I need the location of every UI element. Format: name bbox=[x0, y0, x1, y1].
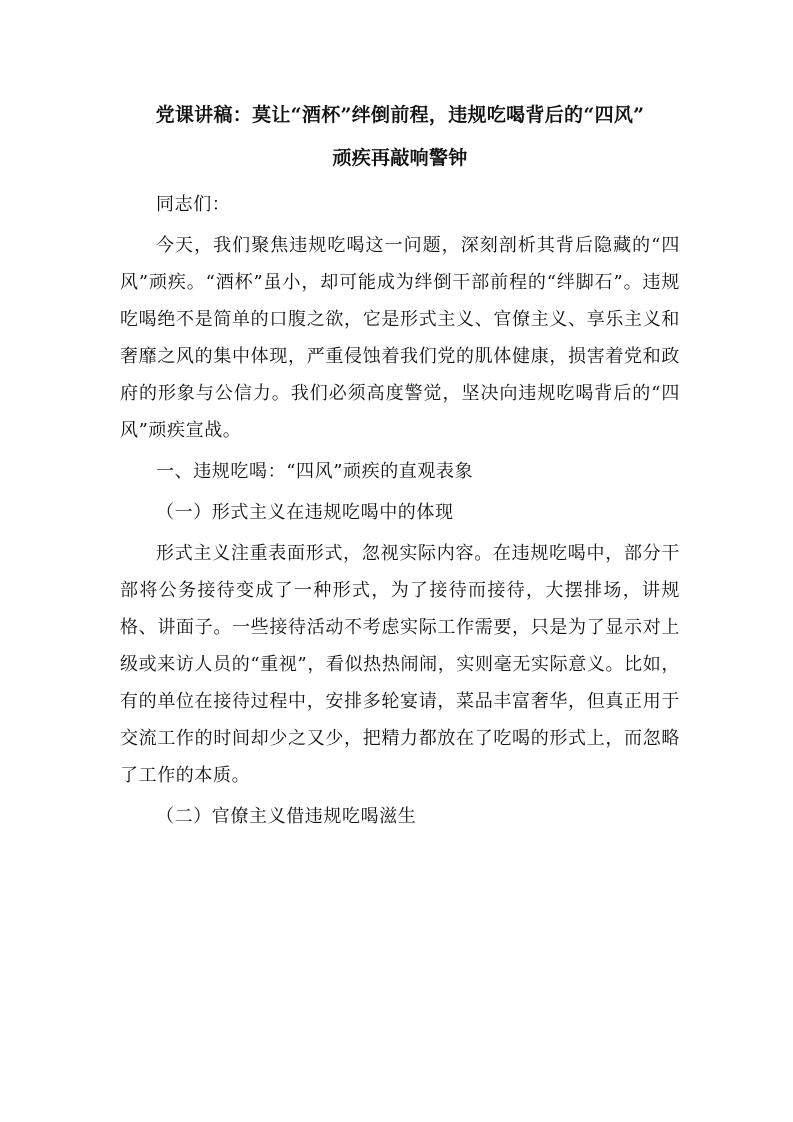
subsection-heading-1: （一）形式主义在违规吃喝中的体现 bbox=[156, 502, 454, 523]
subsection-heading-2: （二）官僚主义借违规吃喝滋生 bbox=[156, 806, 417, 827]
document-title bbox=[120, 96, 680, 178]
title-line-2: 顽疾再敲响警钟 bbox=[332, 147, 468, 169]
greeting: 同志们： bbox=[156, 194, 231, 215]
section-heading-1: 一、违规吃喝：“四风”顽疾的直观表象 bbox=[156, 461, 474, 482]
intro-paragraph: 今天，我们聚焦违规吃喝这一问题，深刻剖析其背后隐藏的“四风”顽疾。“酒杯”虽小，却可能成为绊倒干部前程的“绊脚石”。违规吃喝绝不是简单的口腹之欲，它是形式主义、官僚主义、享乐主义和奢靡之风的集中体现，严重侵蚀着我们党的肌体健康，损害着党和政府的形象与公信力。我们必须高度警觉，坚决向违规吃喝背后的“四风”顽疾宣战。 bbox=[120, 235, 680, 441]
document-page bbox=[120, 96, 680, 835]
subsection-body-1: 形式主义注重表面形式，忽视实际内容。在违规吃喝中，部分干部将公务接待变成了一种形式，为了接待而接待，大摆排场，讲规格、讲面子。一些接待活动不考虑实际工作需要，只是为了显示对上级或来访人员的“重视”，看似热热闹闹，实则毫无实际意义。比如，有的单位在接待过程中，安排多轮宴请，菜品丰富奢华，但真正用于交流工作的时间却少之又少，把精力都放在了吃喝的形式上，而忽略了工作的本质。 bbox=[120, 543, 680, 786]
title-line-1: 党课讲稿：莫让“酒杯”绊倒前程，违规吃喝背后的“四风” bbox=[155, 104, 645, 126]
